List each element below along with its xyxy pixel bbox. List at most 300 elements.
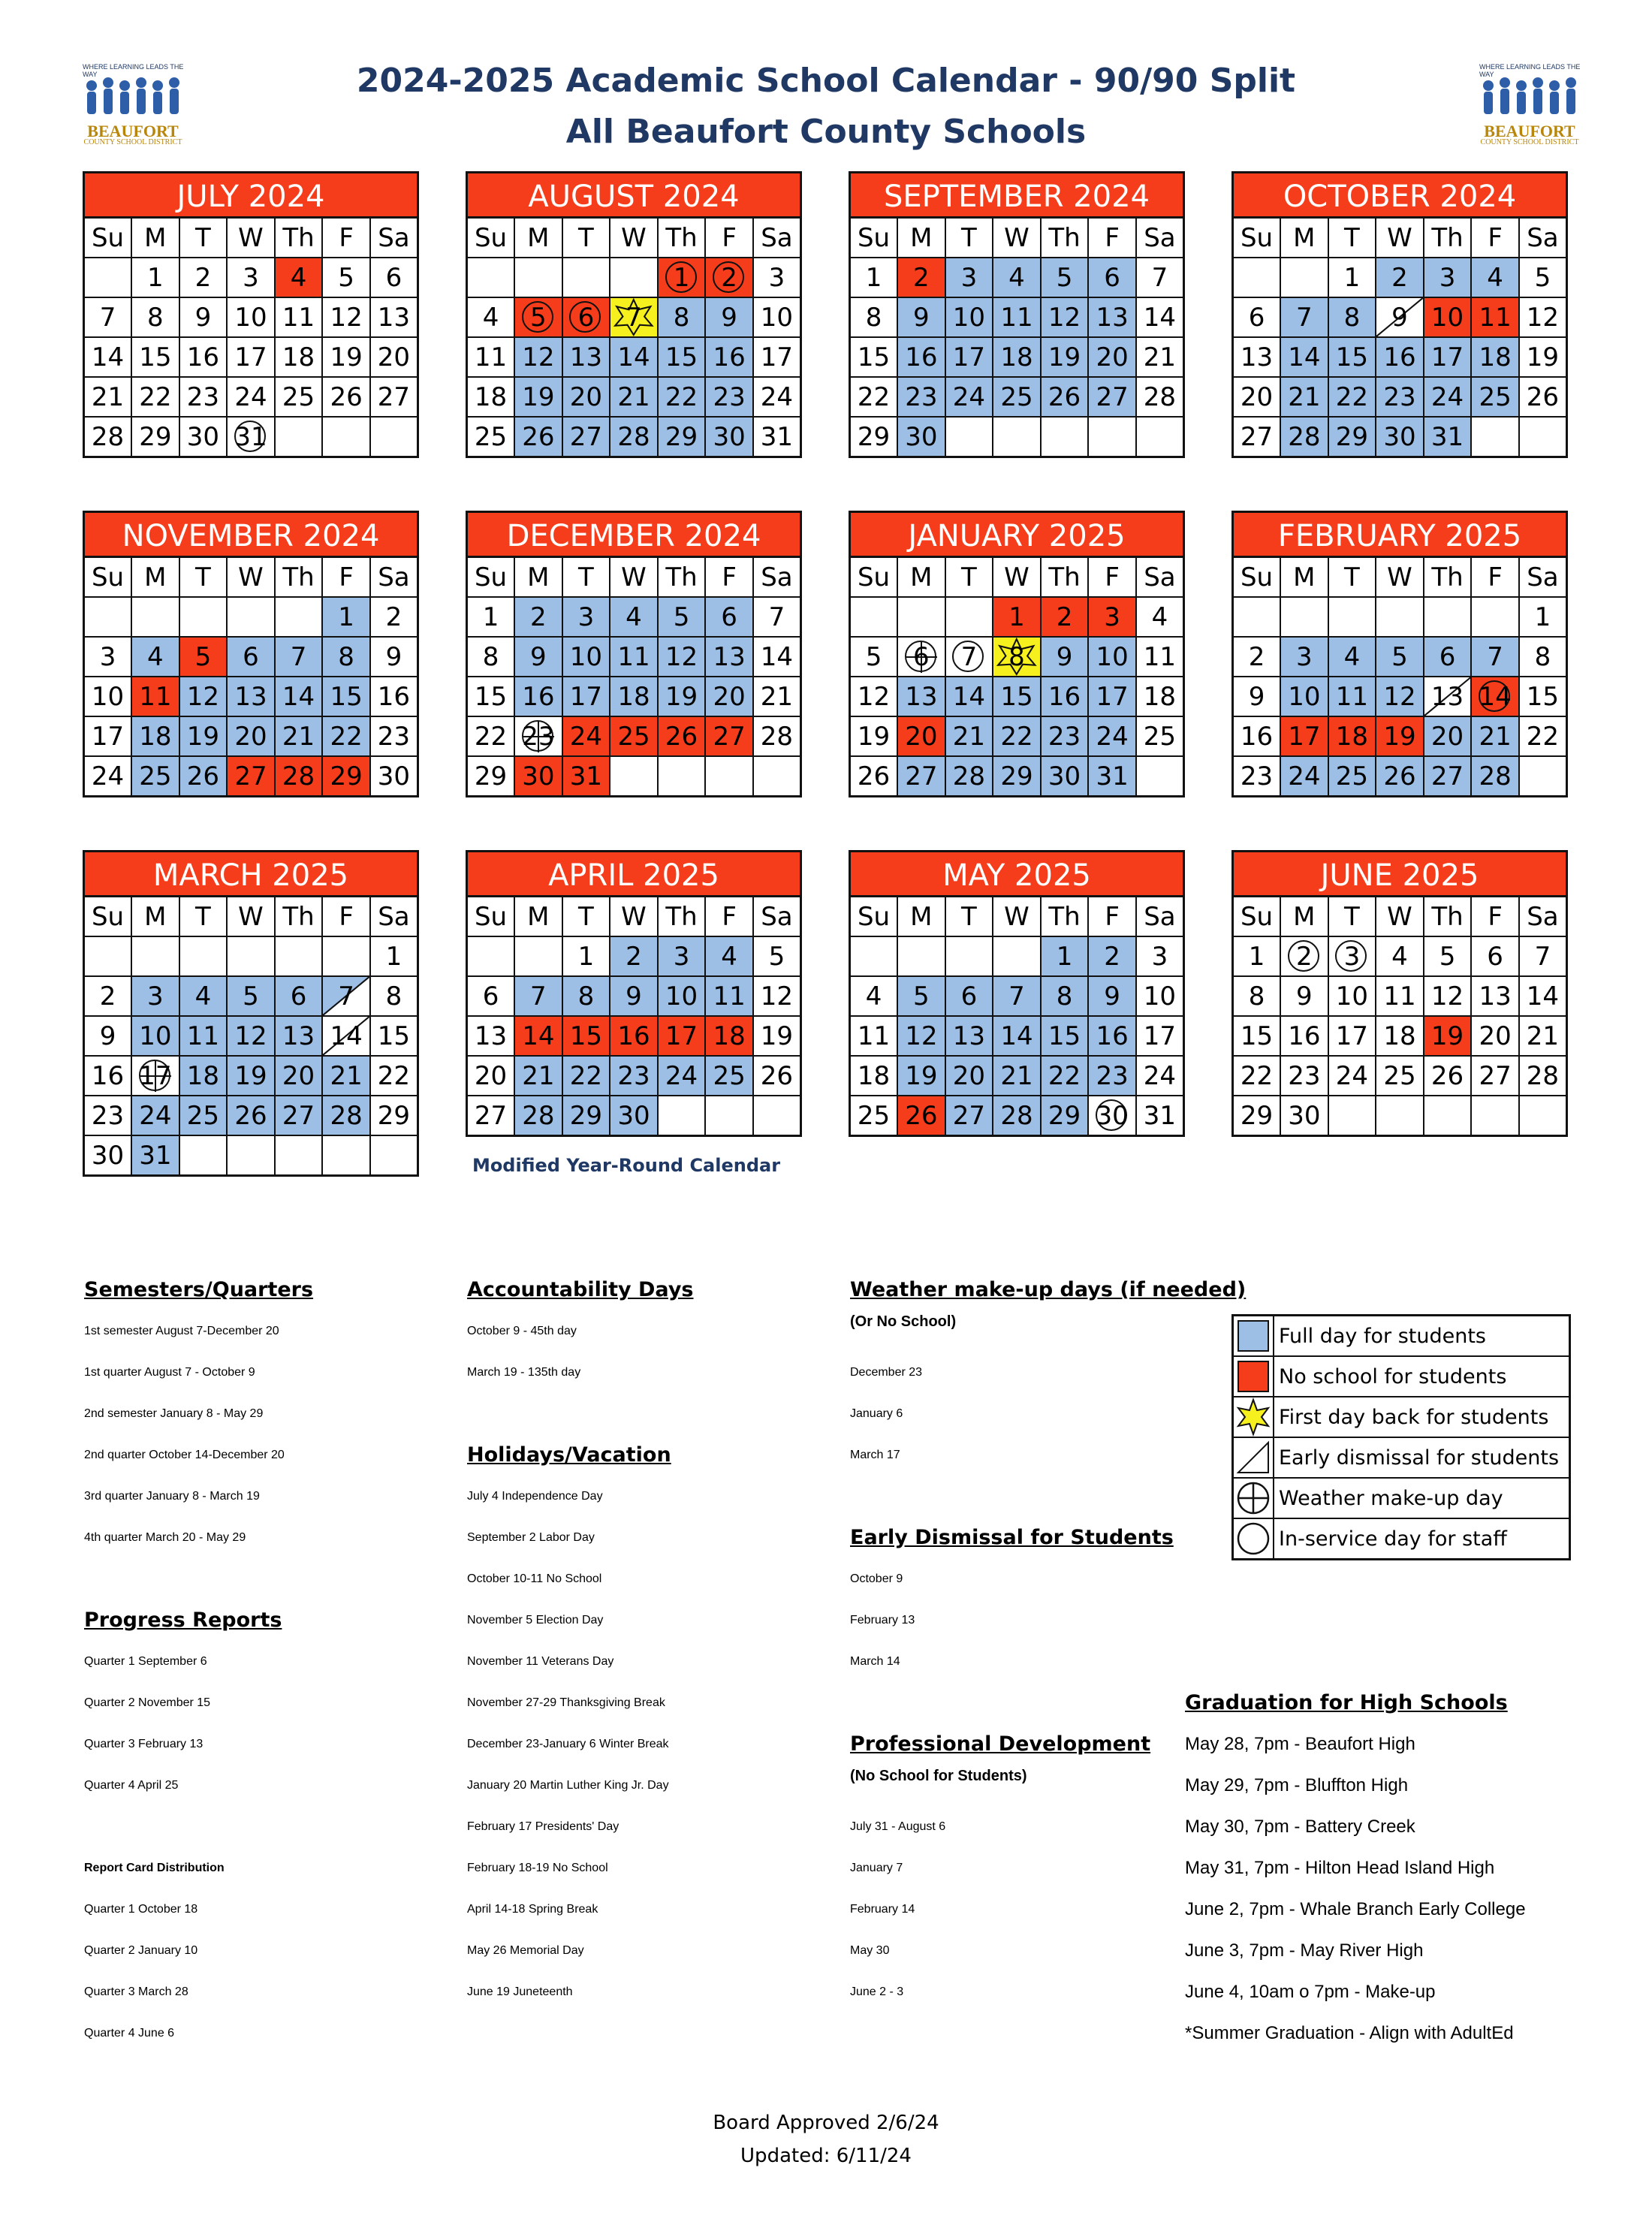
weekday-header: M [1280, 557, 1328, 598]
day-number: 20 [1240, 381, 1274, 412]
day-number: 16 [91, 1060, 125, 1091]
day-cell [1088, 677, 1136, 716]
day-number: 27 [569, 421, 603, 452]
month-title: MAY 2025 [849, 850, 1185, 895]
day-number: 5 [1439, 941, 1456, 972]
day-cell [179, 677, 228, 716]
day-number: 20 [282, 1060, 315, 1091]
day-number: 12 [1430, 981, 1464, 1012]
day-number: 9 [1104, 981, 1120, 1012]
list-item: 1st semester August 7-December 20 [84, 1325, 279, 1337]
day-number: 6 [577, 302, 595, 333]
weekday-header: Su [467, 897, 515, 937]
day-cell [84, 258, 132, 297]
list-item: March 17 [850, 1449, 900, 1461]
day-number: 30 [186, 421, 220, 452]
day-cell [370, 976, 418, 1016]
day-number: 14 [1000, 1021, 1033, 1051]
day-number: 23 [1383, 381, 1416, 412]
day-number: 15 [474, 681, 508, 712]
day-number: 1 [673, 262, 690, 293]
day-number: 6 [385, 262, 402, 293]
day-cell [1471, 677, 1519, 716]
day-cell [1471, 756, 1519, 797]
day-cell [275, 1135, 323, 1176]
day-number: 10 [1096, 641, 1129, 672]
day-cell [275, 677, 323, 716]
day-number: 15 [665, 342, 698, 372]
day-number: 27 [474, 1100, 508, 1131]
day-cell [610, 597, 658, 637]
month-grid [466, 216, 802, 458]
day-number: 18 [713, 1021, 746, 1051]
day-cell [227, 936, 275, 976]
day-cell [1088, 1096, 1136, 1136]
day-number: 3 [243, 262, 259, 293]
day-number: 30 [617, 1100, 650, 1131]
logo-subtext: COUNTY SCHOOL DISTRICT [1480, 138, 1579, 146]
day-number: 6 [721, 601, 737, 632]
star-icon [1233, 1397, 1274, 1437]
day-number: 17 [952, 342, 986, 372]
day-cell [131, 677, 179, 716]
day-cell [1088, 377, 1136, 417]
day-cell [753, 1096, 801, 1136]
day-cell [1376, 377, 1424, 417]
day-cell [322, 716, 370, 756]
footer-updated: Updated: 6/11/24 [740, 2145, 912, 2167]
day-number: 5 [530, 302, 547, 333]
day-cell [658, 677, 706, 716]
pro-dev-title: Professional Development [850, 1732, 1151, 1756]
day-cell [705, 677, 753, 716]
day-cell [322, 297, 370, 337]
day-cell [1041, 258, 1089, 297]
day-cell [1041, 756, 1089, 797]
day-cell [514, 1016, 562, 1056]
list-item: February 17 Presidents' Day [467, 1820, 620, 1833]
day-cell [753, 677, 801, 716]
weekday-header: F [1471, 897, 1519, 937]
day-number: 6 [1248, 302, 1265, 333]
day-cell [84, 637, 132, 677]
list-item: February 14 [850, 1903, 915, 1916]
day-cell [322, 677, 370, 716]
day-number: 18 [186, 1060, 220, 1091]
day-number: 2 [626, 941, 642, 972]
weekday-header: Su [850, 218, 898, 258]
day-cell [993, 677, 1041, 716]
day-cell [227, 297, 275, 337]
day-cell [945, 756, 993, 797]
day-number: 25 [186, 1100, 220, 1131]
logo-tagline: WHERE LEARNING LEADS THE WAY [83, 63, 184, 78]
day-number: 30 [1288, 1100, 1321, 1131]
day-cell [1328, 337, 1376, 377]
list-item: 2nd quarter October 14-December 20 [84, 1449, 285, 1461]
day-cell [610, 1056, 658, 1096]
day-cell [227, 417, 275, 457]
weekday-header: W [227, 897, 275, 937]
weekday-header: Su [850, 557, 898, 598]
day-cell [467, 337, 515, 377]
weekday-header: F [1471, 557, 1519, 598]
day-cell [658, 297, 706, 337]
day-number: 8 [338, 641, 354, 672]
day-cell [1088, 756, 1136, 797]
day-cell [1280, 258, 1328, 297]
day-cell [562, 637, 610, 677]
weekday-header: M [131, 557, 179, 598]
day-cell [705, 597, 753, 637]
day-cell [1376, 637, 1424, 677]
day-cell [993, 637, 1041, 677]
day-number: 3 [1151, 941, 1168, 972]
day-number: 9 [721, 302, 737, 333]
weekday-header: T [562, 218, 610, 258]
weekday-header: W [1376, 557, 1424, 598]
day-cell [84, 677, 132, 716]
day-number: 4 [1343, 641, 1361, 672]
month-title: APRIL 2025 [466, 850, 802, 895]
day-cell [1136, 637, 1184, 677]
day-cell [1233, 258, 1281, 297]
day-cell [1136, 377, 1184, 417]
day-cell [1328, 936, 1376, 976]
day-cell [993, 1096, 1041, 1136]
day-number: 18 [1383, 1021, 1416, 1051]
day-number: 6 [1439, 641, 1456, 672]
day-cell [227, 976, 275, 1016]
month-title: JUNE 2025 [1231, 850, 1568, 895]
day-cell [1136, 1096, 1184, 1136]
day-number: 9 [1391, 302, 1408, 333]
day-cell [1519, 297, 1567, 337]
weekday-header: Th [1041, 897, 1089, 937]
day-cell [945, 1096, 993, 1136]
day-cell [1376, 297, 1424, 337]
day-number: 9 [1056, 641, 1073, 672]
day-cell [705, 417, 753, 457]
day-number: 4 [482, 302, 499, 333]
day-number: 15 [139, 342, 172, 372]
logo-tagline: WHERE LEARNING LEADS THE WAY [1479, 63, 1581, 78]
day-number: 18 [1000, 342, 1033, 372]
day-number: 6 [913, 641, 930, 672]
day-number: 15 [1335, 342, 1369, 372]
day-cell [562, 1016, 610, 1056]
day-cell [1424, 1096, 1472, 1136]
weekday-header: Th [275, 557, 323, 598]
day-cell [179, 417, 228, 457]
list-item: January 7 [850, 1862, 903, 1874]
weekday-header: Su [84, 557, 132, 598]
pro-dev-subtitle: (No School for Students) [850, 1768, 1027, 1784]
day-cell [993, 258, 1041, 297]
day-cell [562, 258, 610, 297]
day-cell [467, 258, 515, 297]
month-calendar [466, 171, 802, 458]
day-number: 9 [99, 1021, 116, 1051]
day-number: 14 [1479, 681, 1512, 712]
day-number: 14 [1143, 302, 1177, 333]
day-cell [514, 716, 562, 756]
day-cell [850, 1096, 898, 1136]
weekday-header: M [897, 218, 945, 258]
day-cell [610, 377, 658, 417]
day-number: 20 [377, 342, 411, 372]
legend-label: First day back for students [1274, 1397, 1570, 1437]
legend-row [1233, 1478, 1570, 1518]
day-cell [467, 716, 515, 756]
day-number: 9 [194, 302, 212, 333]
day-cell [1233, 756, 1281, 797]
list-item: September 2 Labor Day [467, 1531, 595, 1544]
day-cell [1136, 756, 1184, 797]
day-cell [610, 637, 658, 677]
day-cell [514, 1096, 562, 1136]
full-day-swatch-icon [1233, 1316, 1274, 1357]
day-cell [179, 1016, 228, 1056]
day-cell [610, 1016, 658, 1056]
weekday-header: W [227, 557, 275, 598]
day-cell [514, 597, 562, 637]
day-cell [1471, 1056, 1519, 1096]
day-number: 25 [1479, 381, 1512, 412]
day-cell [1376, 417, 1424, 457]
weekday-header: W [993, 897, 1041, 937]
day-cell [1424, 976, 1472, 1016]
day-number: 24 [91, 761, 125, 791]
day-number: 13 [1479, 981, 1512, 1012]
day-number: 15 [1240, 1021, 1274, 1051]
weekday-header: W [1376, 897, 1424, 937]
day-number: 4 [1487, 262, 1503, 293]
list-item: November 11 Veterans Day [467, 1655, 614, 1668]
day-cell [945, 677, 993, 716]
day-number: 6 [960, 981, 978, 1012]
list-item: June 19 Juneteenth [467, 1985, 573, 1998]
day-number: 2 [1248, 641, 1265, 672]
day-cell [705, 1016, 753, 1056]
day-number: 28 [1288, 421, 1321, 452]
day-number: 11 [857, 1021, 891, 1051]
weekday-header: W [993, 557, 1041, 598]
day-number: 24 [234, 381, 267, 412]
day-number: 8 [865, 302, 882, 333]
day-cell [1424, 258, 1472, 297]
day-number: 7 [338, 981, 354, 1012]
day-number: 11 [713, 981, 746, 1012]
day-number: 19 [857, 721, 891, 752]
day-number: 18 [474, 381, 508, 412]
day-number: 8 [385, 981, 402, 1012]
day-cell [1280, 716, 1328, 756]
day-number: 26 [234, 1100, 267, 1131]
day-number: 19 [905, 1060, 938, 1091]
day-cell [370, 716, 418, 756]
early-dismissal-title: Early Dismissal for Students [850, 1526, 1174, 1549]
day-cell [705, 297, 753, 337]
weekday-header: F [705, 897, 753, 937]
day-cell [1233, 716, 1281, 756]
children-logo-icon [77, 69, 189, 129]
day-cell [658, 756, 706, 797]
day-number: 11 [1335, 681, 1369, 712]
weekday-header: Sa [753, 897, 801, 937]
day-cell [227, 597, 275, 637]
weekday-header: F [705, 218, 753, 258]
day-cell [1471, 297, 1519, 337]
day-cell [1233, 1016, 1281, 1056]
legend-row [1233, 1356, 1570, 1397]
day-number: 8 [577, 981, 595, 1012]
day-number: 25 [139, 761, 172, 791]
weekday-header: T [179, 557, 228, 598]
day-cell [1041, 936, 1089, 976]
day-number: 6 [1104, 262, 1120, 293]
day-cell [850, 417, 898, 457]
day-cell [993, 337, 1041, 377]
day-cell [370, 1016, 418, 1056]
day-cell [850, 716, 898, 756]
day-cell [370, 1135, 418, 1176]
day-cell [562, 597, 610, 637]
day-cell [1041, 1056, 1089, 1096]
day-cell [1471, 637, 1519, 677]
accountability-section [467, 1269, 694, 2012]
day-number: 3 [960, 262, 978, 293]
day-cell [753, 756, 801, 797]
day-cell [1280, 756, 1328, 797]
day-cell [370, 1056, 418, 1096]
day-number: 29 [569, 1100, 603, 1131]
day-number: 16 [1383, 342, 1416, 372]
day-number: 16 [186, 342, 220, 372]
month-calendar [849, 511, 1185, 797]
day-number: 4 [1391, 941, 1408, 972]
day-cell [1136, 258, 1184, 297]
day-cell [131, 1016, 179, 1056]
day-cell [993, 936, 1041, 976]
day-number: 26 [1430, 1060, 1464, 1091]
day-number: 13 [282, 1021, 315, 1051]
day-number: 29 [665, 421, 698, 452]
semesters-section [84, 1269, 313, 2054]
day-number: 5 [913, 981, 930, 1012]
day-cell [945, 976, 993, 1016]
day-cell [1136, 337, 1184, 377]
day-cell [1519, 377, 1567, 417]
day-cell [179, 258, 228, 297]
day-cell [562, 1096, 610, 1136]
month-calendar [83, 171, 419, 458]
day-cell [227, 756, 275, 797]
day-number: 27 [1096, 381, 1129, 412]
day-number: 14 [1526, 981, 1560, 1012]
legend-label: In-service day for staff [1274, 1518, 1570, 1560]
day-number: 8 [1534, 641, 1551, 672]
day-cell [131, 716, 179, 756]
day-cell [322, 258, 370, 297]
day-cell [179, 337, 228, 377]
day-cell [1424, 1056, 1472, 1096]
day-cell [322, 637, 370, 677]
day-cell [1136, 677, 1184, 716]
day-cell [658, 337, 706, 377]
day-cell [945, 417, 993, 457]
day-number: 21 [617, 381, 650, 412]
day-cell [1376, 716, 1424, 756]
logo-text: BEAUFORT [1484, 122, 1575, 140]
day-number: 3 [147, 981, 164, 1012]
day-number: 12 [330, 302, 363, 333]
legend-label: Weather make-up day [1274, 1478, 1570, 1518]
day-cell [945, 258, 993, 297]
day-cell [753, 258, 801, 297]
day-cell [370, 377, 418, 417]
day-cell [897, 936, 945, 976]
day-cell [1471, 1016, 1519, 1056]
day-number: 7 [1487, 641, 1503, 672]
day-cell [514, 936, 562, 976]
logo-subtext: COUNTY SCHOOL DISTRICT [83, 138, 182, 146]
day-cell [1328, 1016, 1376, 1056]
day-number: 27 [234, 761, 267, 791]
day-number: 26 [522, 421, 555, 452]
day-number: 28 [1143, 381, 1177, 412]
weekday-header: Su [1233, 557, 1281, 598]
day-number: 22 [474, 721, 508, 752]
day-cell [370, 297, 418, 337]
day-cell [179, 976, 228, 1016]
graduation-section [1185, 1682, 1526, 2054]
day-cell [467, 297, 515, 337]
day-number: 30 [522, 761, 555, 791]
day-cell [658, 417, 706, 457]
weekday-header: T [945, 557, 993, 598]
day-number: 20 [713, 681, 746, 712]
day-cell [753, 1056, 801, 1096]
day-cell [227, 377, 275, 417]
day-number: 25 [1000, 381, 1033, 412]
day-cell [1424, 297, 1472, 337]
weekday-header: Sa [1519, 557, 1567, 598]
day-number: 13 [1096, 302, 1129, 333]
day-number: 16 [617, 1021, 650, 1051]
day-number: 22 [1526, 721, 1560, 752]
day-number: 26 [1383, 761, 1416, 791]
children-logo-icon [1473, 69, 1586, 129]
day-cell [1376, 936, 1424, 976]
page-subtitle: All Beaufort County Schools [565, 113, 1087, 151]
day-number: 4 [865, 981, 882, 1012]
day-cell [945, 637, 993, 677]
list-item: May 28, 7pm - Beaufort High [1185, 1734, 1415, 1754]
day-cell [1088, 637, 1136, 677]
day-number: 2 [530, 601, 547, 632]
day-cell [753, 297, 801, 337]
day-number: 19 [522, 381, 555, 412]
day-number: 15 [1000, 681, 1033, 712]
day-cell [850, 936, 898, 976]
day-cell [850, 756, 898, 797]
day-cell [753, 337, 801, 377]
day-number: 10 [1143, 981, 1177, 1012]
day-cell [1233, 297, 1281, 337]
day-cell [705, 756, 753, 797]
day-number: 9 [913, 302, 930, 333]
